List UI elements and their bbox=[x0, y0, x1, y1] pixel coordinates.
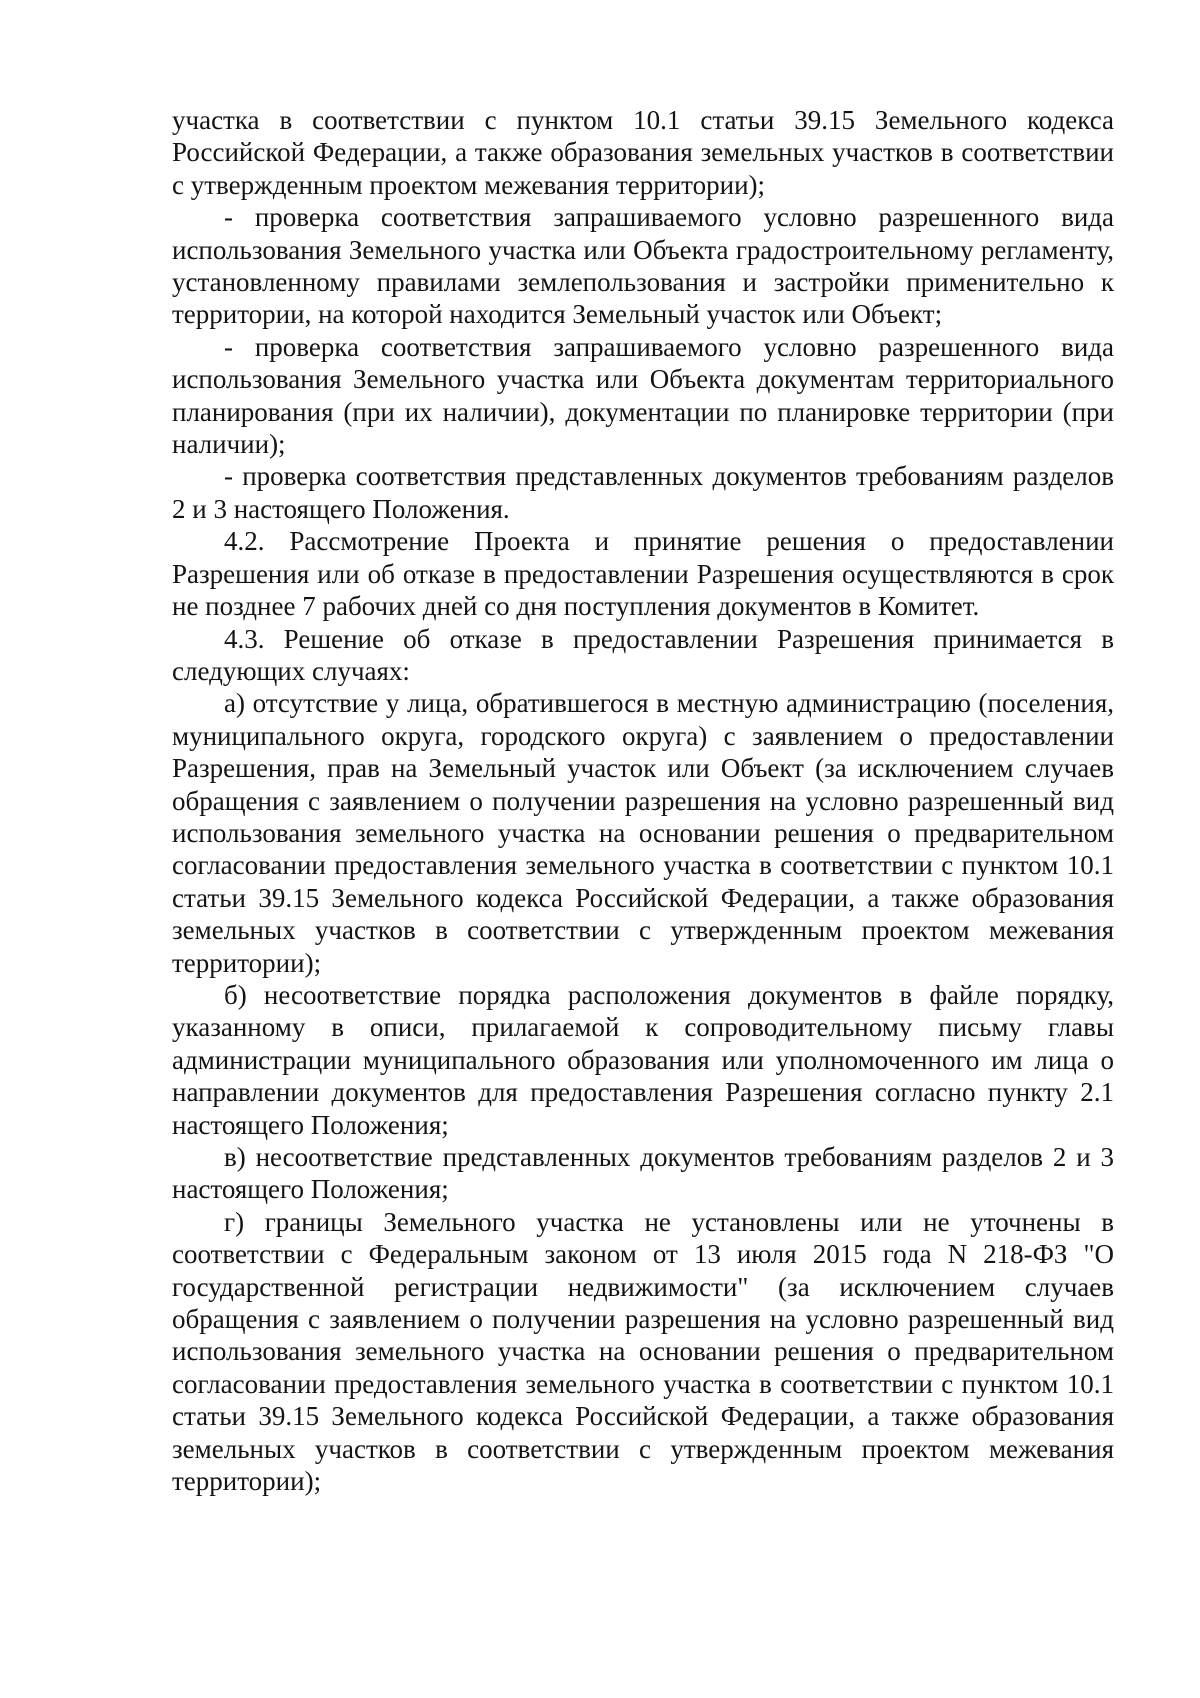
paragraph-continuation: участка в соответствии с пунктом 10.1 статьи 39.15 Земельного кодекса Российской Федерации, а также образования земельных участков в соответствии с утвержденным проектом межевания территории); bbox=[172, 105, 1114, 200]
paragraph-check-submitted-docs: - проверка соответствия представленных документов требованиям разделов 2 и 3 настоящего Положения. bbox=[172, 461, 1114, 524]
paragraph-check-regulation: - проверка соответствия запрашиваемого условно разрешенного вида использования Земельного участка или Объекта градостроительному регламенту, установленному правилами землепользования и застройки применительно к территории, на которой находится Земельный участок или Объект; bbox=[172, 202, 1114, 330]
paragraph-case-b: б) несоответствие порядка расположения документов в файле порядку, указанному в описи, прилагаемой к сопроводительному письму главы администрации муниципального образования или уполномоченного им лица о направлении документов для предоставления Разрешения согласно пункту 2.1 настоящего Положения; bbox=[172, 979, 1114, 1140]
paragraph-clause-4-2: 4.2. Рассмотрение Проекта и принятие решения о предоставлении Разрешения или об отказе в предоставлении Разрешения осуществляются в срок не позднее 7 рабочих дней со дня поступления документов в Комитет. bbox=[172, 526, 1114, 622]
paragraph-clause-4-3: 4.3. Решение об отказе в предоставлении Разрешения принимается в следующих случаях: bbox=[172, 623, 1114, 686]
paragraph-case-v: в) несоответствие представленных документов требованиям разделов 2 и 3 настоящего Положения; bbox=[172, 1142, 1114, 1205]
document-body bbox=[172, 104, 1114, 1497]
paragraph-case-g: г) границы Земельного участка не установлены или не уточнены в соответствии с Федеральным законом от 13 июля 2015 года N 218-ФЗ "О государственной регистрации недвижимости" (за исключением случаев обращения с заявлением о получении разрешения на условно разрешенный вид использования земельного участка на основании решения о предварительном согласовании предоставления земельного участка в соответствии с пунктом 10.1 статьи 39.15 Земельного кодекса Российской Федерации, а также образования земельных участков в соответствии с утвержденным проектом межевания территории); bbox=[172, 1206, 1114, 1497]
paragraph-check-planning-docs: - проверка соответствия запрашиваемого условно разрешенного вида использования Земельного участка или Объекта документам территориального планирования (при их наличии), документации по планировке территории (при наличии); bbox=[172, 331, 1114, 460]
paragraph-case-a: а) отсутствие у лица, обратившегося в местную администрацию (поселения, муниципального округа, городского округа) с заявлением о предоставлении Разрешения, прав на Земельный участок или Объект (за исключением случаев обращения с заявлением о получении разрешения на условно разрешенный вид использования земельного участка на основании решения о предварительном согласовании предоставления земельного участка в соответствии с пунктом 10.1 статьи 39.15 Земельного кодекса Российской Федерации, а также образования земельных участков в соответствии с утвержденным проектом межевания территории); bbox=[172, 688, 1114, 978]
